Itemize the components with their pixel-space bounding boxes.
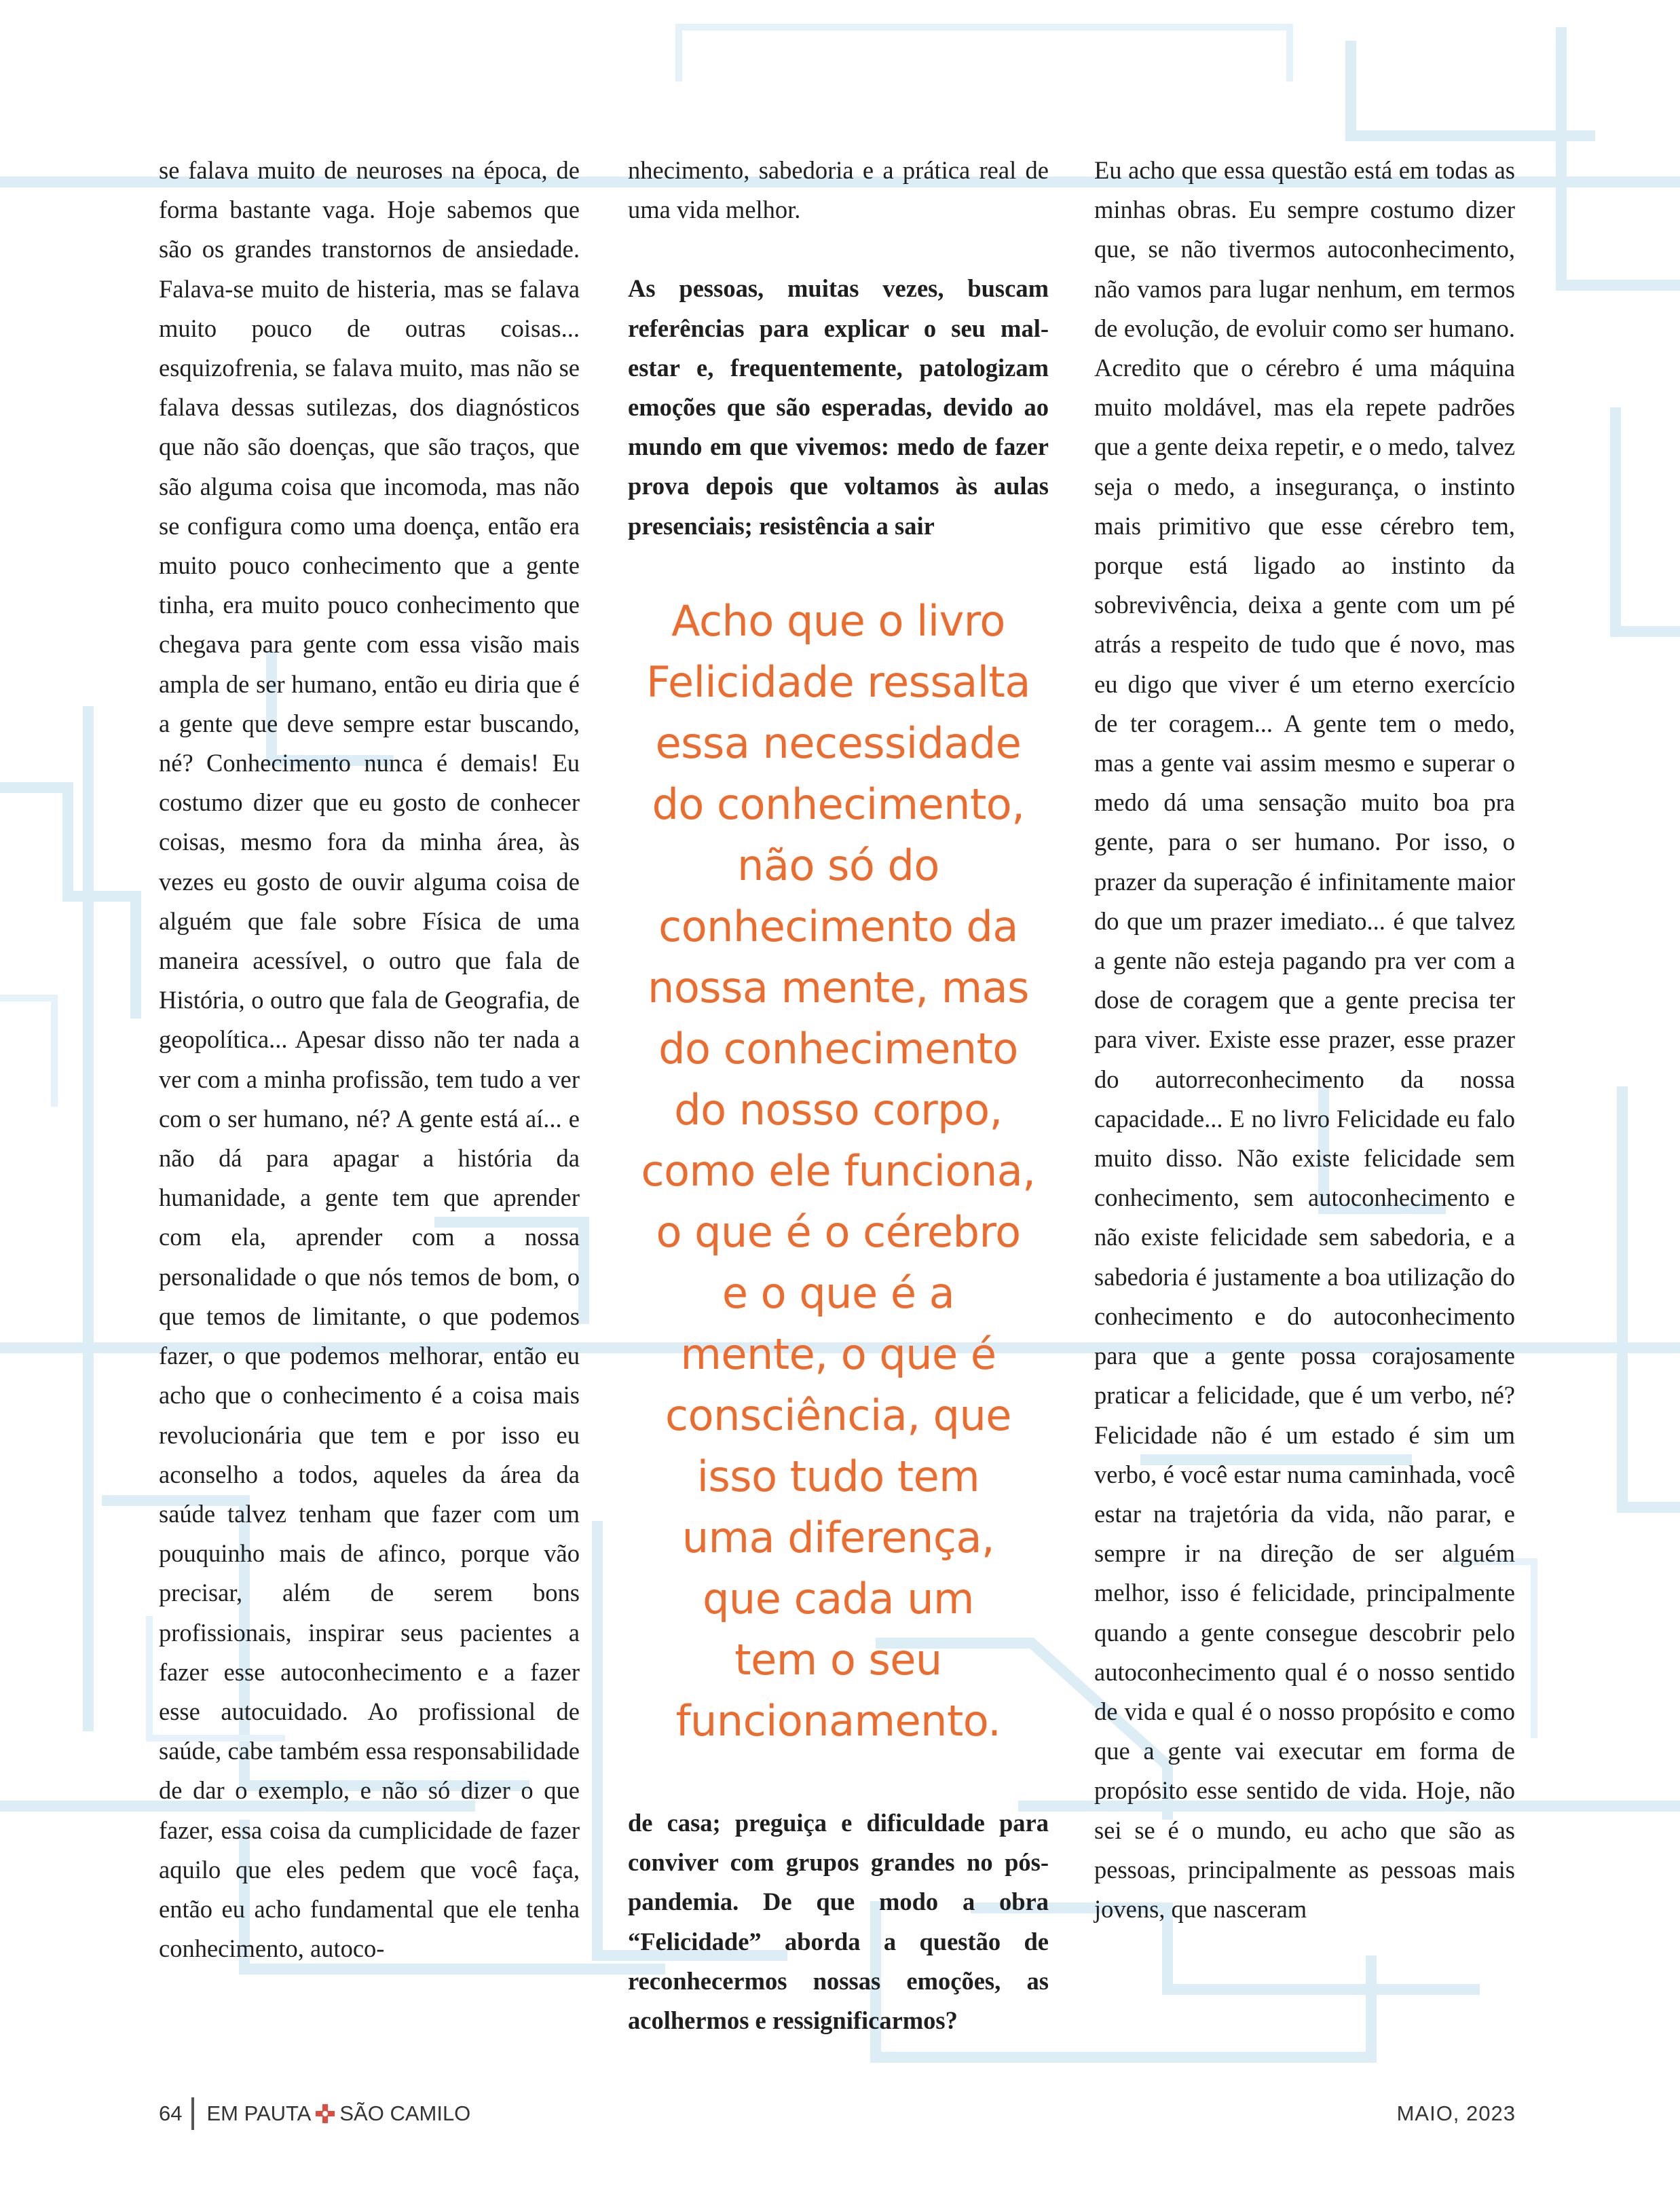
- pull-quote-line: do conhecimento: [658, 1024, 1018, 1073]
- question-text: de casa; preguiça e dificuldade para conviver com grupos grandes no pós-pandemia. De que modo a obra “Felicidade” aborda a questão de reconhecermos nossas emoções, as acolhermos e ressignificarmos?: [628, 1809, 1049, 2035]
- cross-logo-icon: [315, 2103, 335, 2124]
- pull-quote-line: consciência, que: [665, 1391, 1011, 1440]
- pull-quote-line: Acho que o livro: [671, 596, 1005, 646]
- pull-quote-line: isso tudo tem: [696, 1452, 980, 1501]
- left-column: [159, 151, 580, 1968]
- issue-date: MAIO, 2023: [1396, 2101, 1516, 2125]
- pull-quote-line: que cada um: [703, 1574, 974, 1623]
- pull-quote-line: o que é o cérebro: [656, 1207, 1021, 1257]
- pull-quote-line: do conhecimento,: [652, 779, 1025, 829]
- footer-date: [1397, 2097, 1516, 2131]
- pull-quote-line: do nosso corpo,: [674, 1085, 1003, 1135]
- middle-column: [628, 151, 1049, 546]
- pull-quote-line: mente, o que é: [680, 1329, 996, 1379]
- pull-quote-line: essa necessidade: [655, 718, 1022, 768]
- pull-quote-line: como ele funciona,: [641, 1146, 1036, 1196]
- pull-quote-line: conhecimento da: [658, 902, 1018, 951]
- pull-quote-line: nossa mente, mas: [648, 963, 1029, 1012]
- footer-divider: [191, 2097, 194, 2130]
- page-number: 64: [159, 2101, 183, 2125]
- pull-quote-line: funcionamento.: [675, 1696, 1001, 1746]
- pull-quote-line: e o que é a: [722, 1268, 955, 1318]
- body-paragraph: se falava muito de neuroses na época, de forma bastante vaga. Hoje sabemos que são os grandes transtornos de ansiedade. Falava-se muito de histeria, mas se falava muito pouco de outras coisas... esquizofrenia, se falava muito, mas não se falava dessas sutilezas, dos diagnósticos que não são doenças, que são traços, que são alguma coisa que incomoda, mas não se configura como uma doença, então era muito pouco conhecimento que a gente tinha, era muito pouco conhecimento que chegava para gente com essa visão mais ampla de ser humano, então eu diria que é a gente que deve sempre estar buscando, né? Conhecimento nunca é demais! Eu costumo dizer que eu gosto de conhecer coisas, mesmo fora da minha área, às vezes eu gosto de ouvir alguma coisa de alguém que fale sobre Física de uma maneira acessível, o outro que fala de História, o outro que fala de Geografia, de geopolítica... Apesar disso não ter nada a ver com a minha profissão, tem tudo a ver com o ser humano, né? A gente está aí... e não dá para apagar a história da humanidade, a gente tem que aprender com ela, aprender com a nossa personalidade o que nós temos de bom, o que temos de limitante, o que podemos fazer, o que podemos melhorar, então eu acho que o conhecimento é a coisa mais revolucionária que tem e por isso eu aconselho a todos, aqueles da área da saúde talvez tenham que fazer com um pouquinho mais de afinco, porque vão precisar, além de serem bons profissionais, inspirar seus pacientes a fazer esse autoconhecimento e a fazer esse autocuidado. Ao profissional de saúde, cabe também essa responsabilidade de dar o exemplo, e não só dizer o que fazer, essa coisa da cumplicidade de fazer aquilo que eles pedem que você faça, então eu acho fundamental que ele tenha conhecimento, autoco-: [159, 156, 580, 1963]
- pull-quote: [628, 591, 1049, 1752]
- publication-name-part1: EM PAUTA: [206, 2101, 312, 2125]
- pull-quote-line: tem o seu: [734, 1635, 942, 1685]
- pull-quote-line: Felicidade ressalta: [646, 657, 1030, 707]
- footer-folio: [159, 2097, 470, 2131]
- interview-question: As pessoas, muitas vezes, buscam referências para explicar o seu mal-estar e, frequentemente, patologizam emoções que são esperadas, devido ao mundo em que vivemos: medo de fazer prova depois que voltamos às aulas presenciais; resistência a sair: [628, 274, 1049, 540]
- publication-name-part2: SÃO CAMILO: [339, 2101, 471, 2125]
- pull-quote-line: não só do: [737, 841, 939, 890]
- right-column: [1094, 151, 1515, 1929]
- pull-quote-line: uma diferença,: [682, 1513, 995, 1562]
- interview-question-continuation: [628, 1803, 1049, 2040]
- body-paragraph: Eu acho que essa questão está em todas as minhas obras. Eu sempre costumo dizer que, se não tivermos autoconhecimento, não vamos para lugar nenhum, em termos de evolução, de evoluir como ser humano. Acredito que o cérebro é uma máquina muito moldável, mas ela repete padrões que a gente deixa repetir, e o medo, talvez seja o medo, a insegurança, o instinto mais primitivo que esse cérebro tem, porque está ligado ao instinto da sobrevivência, deixa a gente com um pé atrás a respeito de tudo que é novo, mas eu digo que viver é um eterno exercício de ter coragem... A gente tem o medo, mas a gente vai assim mesmo e superar o medo dá uma sensação muito boa pra gente, para o ser humano. Por isso, o prazer da superação é infinitamente maior do que um prazer imediato... é que talvez a gente não esteja pagando pra ver com a dose de coragem que a gente precisa ter para viver. Existe esse prazer, esse prazer do autorreconhecimento da nossa capacidade... E no livro Felicidade eu falo muito disso. Não existe felicidade sem conhecimento, sem autoconhecimento e não existe felicidade sem sabedoria, e a sabedoria é justamente a boa utilização do conhecimento e do autoconhecimento para que a gente possa corajosamente praticar a felicidade, que é um verbo, né? Felicidade não é um estado é sim um verbo, é você estar numa caminhada, você estar na trajetória da vida, não parar, e sempre ir na direção de ser alguém melhor, isso é felicidade, principalmente quando a gente consegue descobrir pelo autoconhecimento qual é o nosso sentido de vida e qual é o nosso propósito e como que a gente vai executar em forma de propósito esse sentido de vida. Hoje, não sei se é o mundo, eu acho que são as pessoas, principalmente as pessoas mais jovens, que nasceram: [1094, 156, 1515, 1923]
- answer-continuation: nhecimento, sabedoria e a prática real de uma vida melhor.: [628, 156, 1049, 224]
